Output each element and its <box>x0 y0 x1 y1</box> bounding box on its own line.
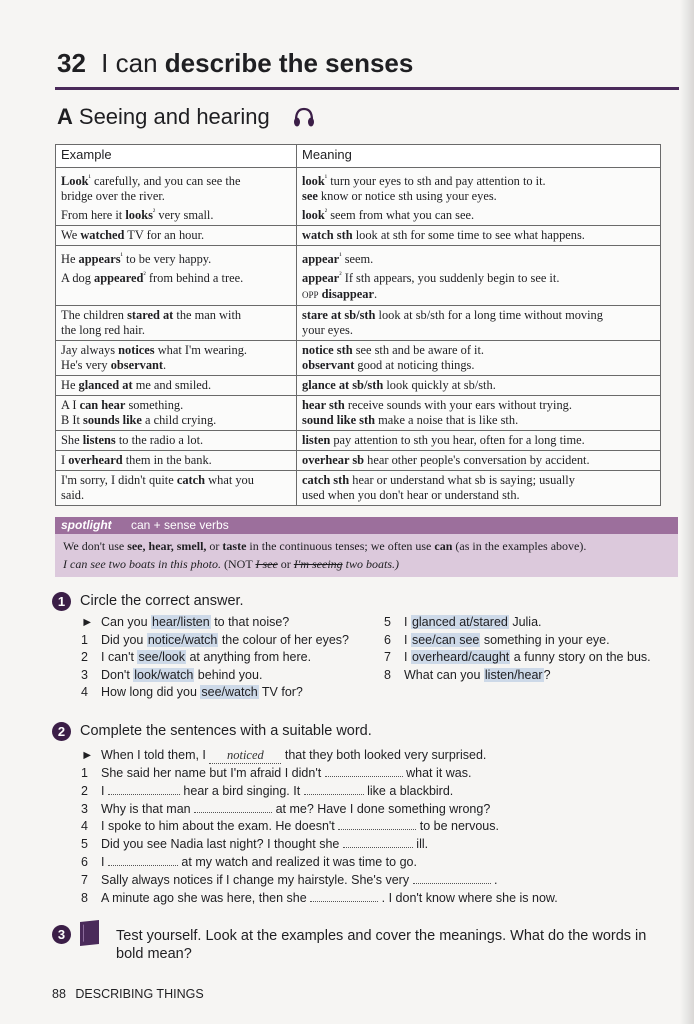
title-divider <box>55 87 679 90</box>
item-number: 4 <box>81 685 88 700</box>
item-text: at my watch and realized it was time to go. <box>177 855 417 869</box>
item-number: ► <box>81 748 94 762</box>
item-text: hear a bird singing. It <box>179 783 304 798</box>
exercise-2-item <box>81 819 499 833</box>
spotlight-example-correct: I can see two boats in this photo. <box>63 557 221 571</box>
answer-blank[interactable] <box>343 837 413 848</box>
spotlight-header <box>55 517 678 534</box>
item-text: the colour of her eyes? <box>218 632 349 647</box>
item-text: I <box>404 632 411 647</box>
exercise-1-item <box>384 650 651 664</box>
table-row <box>56 246 661 305</box>
meaning-cell <box>297 168 661 226</box>
exercise-1-item <box>81 633 349 647</box>
item-text: How long did you <box>101 685 201 700</box>
answer-blank[interactable] <box>304 784 364 795</box>
item-number: 3 <box>81 801 88 816</box>
exercise-3-instruction: Test yourself. Look at the examples and cover the meanings. What do the words in bold mean? <box>116 928 647 962</box>
example-line: Jay always notices what I'm wearing. <box>61 342 247 357</box>
example-cell <box>56 375 297 395</box>
item-text: like a blackbird. <box>363 783 454 798</box>
example-cell <box>56 340 297 375</box>
item-text: to that noise? <box>210 615 290 629</box>
answer-options[interactable]: overheard/caught <box>411 650 510 665</box>
example-line: bridge over the river. <box>61 189 165 204</box>
exercise-3-number: 3 <box>52 925 71 944</box>
exercise-1-item <box>81 668 262 682</box>
example-cell <box>56 395 297 430</box>
example-line: A dog appeared$^{^2}$ from behind a tree. <box>61 270 244 286</box>
item-text: Sally always notices if I change my hairstyle. She's very <box>101 872 413 887</box>
item-text: When I told them, I <box>101 748 210 762</box>
item-text: a funny story on the bus. <box>510 650 651 665</box>
book-icon <box>80 920 99 946</box>
answer-options[interactable]: see/watch <box>201 685 258 700</box>
table-row <box>56 450 661 470</box>
answer-blank[interactable] <box>194 802 272 813</box>
item-number: 8 <box>81 890 88 905</box>
example-line: Look$^{^1}$ carefully, and you can see the <box>61 173 241 189</box>
column-header-example: Example <box>56 145 297 168</box>
spotlight-box <box>55 517 678 577</box>
example-cell <box>56 168 297 226</box>
vocabulary-table <box>55 144 661 506</box>
example-cell <box>56 430 297 450</box>
example-line: He's very observant. <box>61 357 167 372</box>
item-number: 1 <box>81 632 88 647</box>
meaning-line: catch sth hear or understand what sb is saying; usually <box>302 472 575 487</box>
item-text: I <box>101 783 108 798</box>
table-row <box>56 305 661 340</box>
meaning-line: used when you don't hear or understand sth. <box>302 487 520 502</box>
table-row <box>56 395 661 430</box>
item-text: at me? Have I done something wrong? <box>272 801 491 816</box>
meaning-line: your eyes. <box>302 322 353 337</box>
answer-blank[interactable] <box>108 784 180 795</box>
example-line: She listens to the radio a lot. <box>61 432 204 447</box>
example-cell <box>56 246 297 305</box>
exercise-2-instruction: Complete the sentences with a suitable word. <box>80 723 372 739</box>
example-cell <box>56 226 297 246</box>
item-text: ? <box>543 667 551 682</box>
example-cell <box>56 305 297 340</box>
example-line: The children stared at the man with <box>61 307 242 322</box>
unit-number: 32 <box>57 48 86 78</box>
item-number: 5 <box>81 837 88 852</box>
item-text: Julia. <box>508 615 542 629</box>
example-line: the long red hair. <box>61 322 145 337</box>
item-text: I <box>404 615 411 629</box>
table-row <box>56 226 661 246</box>
exercise-1-instruction: Circle the correct answer. <box>80 593 244 609</box>
column-header-meaning: Meaning <box>297 145 661 168</box>
item-text: ill. <box>412 837 429 852</box>
meaning-cell <box>297 395 661 430</box>
meaning-cell <box>297 305 661 340</box>
table-row <box>56 340 661 375</box>
item-text: what it was. <box>402 766 472 780</box>
exercise-2-example <box>81 748 486 764</box>
item-number: 8 <box>384 667 391 682</box>
spotlight-example <box>63 557 399 572</box>
meaning-cell <box>297 430 661 450</box>
item-text: TV for? <box>258 685 303 700</box>
exercise-2-item <box>81 784 453 798</box>
spotlight-wrong-1: I see <box>255 557 278 571</box>
item-number: 3 <box>81 667 88 682</box>
exercise-2-item <box>81 873 498 887</box>
spotlight-tag: spotlight <box>61 518 112 532</box>
headphones-icon <box>292 106 316 128</box>
meaning-line: notice sth see sth and be aware of it. <box>302 342 485 357</box>
exercise-2-item <box>81 855 417 869</box>
example-line: said. <box>61 487 85 502</box>
answer-options[interactable]: glanced at/stared <box>411 615 508 629</box>
unit-title-bold: describe the senses <box>164 48 414 78</box>
unit-title <box>57 48 413 79</box>
example-line: I'm sorry, I didn't quite catch what you <box>61 472 254 487</box>
answer-options[interactable]: listen/hear <box>484 667 543 682</box>
item-text: at anything from here. <box>186 650 312 665</box>
meaning-line: look$^{^2}$ seem from what you can see. <box>302 207 475 223</box>
table-row <box>56 168 661 226</box>
exercise-1-item <box>384 615 542 629</box>
item-text: . <box>490 872 498 887</box>
item-text: behind you. <box>194 667 263 682</box>
example-cell <box>56 450 297 470</box>
exercise-1-item <box>81 615 289 629</box>
item-text: I spoke to him about the exam. He doesn't <box>101 819 339 834</box>
meaning-cell <box>297 226 661 246</box>
exercise-2-number: 2 <box>52 722 71 741</box>
exercise-1-item <box>81 650 311 664</box>
item-text: Why is that man <box>101 801 195 816</box>
meaning-line: look$^{^1}$ turn your eyes to sth and pay attention to it. <box>302 173 546 189</box>
answer-blank[interactable] <box>413 873 491 884</box>
meaning-line: see know or notice sth using your eyes. <box>302 189 497 204</box>
page-edge-shadow <box>680 0 694 1024</box>
meaning-cell <box>297 375 661 395</box>
item-text: A minute ago she was here, then she <box>101 890 311 905</box>
meaning-line: glance at sb/sth look quickly at sb/sth. <box>302 377 496 392</box>
spotlight-title: can + sense verbs <box>131 518 229 532</box>
answer-blank[interactable] <box>310 891 378 902</box>
exercise-1-item <box>384 668 551 682</box>
spotlight-text: We don't use see, hear, smell, or taste in the continuous tenses; we often use can (as in the examples above). <box>63 539 587 553</box>
answer-options[interactable]: see/can see <box>411 632 480 647</box>
exercise-2-item <box>81 837 428 851</box>
meaning-line: hear sth receive sounds with your ears without trying. <box>302 397 572 412</box>
item-number: 6 <box>384 632 391 647</box>
page-footer <box>52 987 204 1001</box>
item-text: Can you <box>101 615 152 629</box>
example-line: He appears$^{^1}$ to be very happy. <box>61 251 212 267</box>
meaning-line: overhear sb hear other people's conversation by accident. <box>302 452 590 467</box>
example-line: He glanced at me and smiled. <box>61 377 212 392</box>
table-row <box>56 375 661 395</box>
meaning-line: OPP disappear. <box>302 286 378 301</box>
meaning-cell <box>297 450 661 470</box>
answer-options[interactable]: notice/watch <box>147 632 218 647</box>
item-text: that they both looked very surprised. <box>281 748 487 762</box>
item-number: 2 <box>81 783 88 798</box>
item-text: . I don't know where she is now. <box>378 890 558 905</box>
meaning-line: listen pay attention to sth you hear, often for a long time. <box>302 432 585 447</box>
answer-blank[interactable] <box>325 766 403 777</box>
answer-blank[interactable] <box>338 819 416 830</box>
item-text: What can you <box>404 667 484 682</box>
item-number: 7 <box>81 872 88 887</box>
example-line: From here it looks$^{^2}$ very small. <box>61 207 214 223</box>
item-text: something in your eye. <box>480 632 610 647</box>
exercise-2-item <box>81 766 471 780</box>
exercise-1-item <box>81 685 303 699</box>
meaning-line: watch sth look at sth for some time to see what happens. <box>302 228 585 243</box>
item-text: She said her name but I'm afraid I didn't <box>101 766 325 780</box>
meaning-line: appear$^{^1}$ seem. <box>302 251 374 267</box>
exercise-2-item <box>81 891 558 905</box>
item-number: 1 <box>81 766 88 780</box>
item-number: 5 <box>384 615 391 629</box>
item-text: I can't <box>101 650 138 665</box>
item-text: Did you see Nadia last night? I thought she <box>101 837 343 852</box>
section-heading <box>57 104 270 130</box>
example-cell <box>56 470 297 505</box>
item-number: ► <box>81 615 94 629</box>
page-number: 88 <box>52 987 66 1001</box>
spotlight-example-end: two boats.) <box>342 557 400 571</box>
meaning-cell <box>297 470 661 505</box>
meaning-line: observant good at noticing things. <box>302 357 475 372</box>
example-line: A I can hear something. <box>61 397 184 412</box>
item-number: 2 <box>81 650 88 665</box>
section-letter: A <box>57 104 73 129</box>
table-row <box>56 470 661 505</box>
item-text: Did you <box>101 632 147 647</box>
meaning-cell <box>297 340 661 375</box>
section-title: Seeing and hearing <box>78 104 270 129</box>
item-number: 6 <box>81 855 88 869</box>
item-text: I <box>101 855 108 869</box>
meaning-line: sound like sth make a noise that is like sth. <box>302 412 519 427</box>
answer-blank[interactable] <box>108 855 178 866</box>
table-body <box>56 168 661 506</box>
example-line: We watched TV for an hour. <box>61 228 205 243</box>
item-number: 4 <box>81 819 88 834</box>
meaning-line: stare at sb/sth look at sb/sth for a long time without moving <box>302 307 603 322</box>
spotlight-not-label: (NOT <box>221 557 256 571</box>
table-header-row <box>56 145 661 168</box>
spotlight-wrong-2: I'm seeing <box>293 557 343 571</box>
footer-section: DESCRIBING THINGS <box>75 987 204 1001</box>
exercise-1-item <box>384 633 610 647</box>
meaning-line: appear$^{^2}$ If sth appears, you suddenly begin to see it. <box>302 270 560 286</box>
item-text: Don't <box>101 667 134 682</box>
table-row <box>56 430 661 450</box>
item-number: 7 <box>384 650 391 665</box>
item-text: I <box>404 650 411 665</box>
exercise-1-number: 1 <box>52 592 71 611</box>
meaning-cell <box>297 246 661 305</box>
answer-options[interactable]: see/look <box>138 650 185 665</box>
item-text: to be nervous. <box>416 819 499 834</box>
example-answer: noticed <box>209 748 281 764</box>
answer-options[interactable]: look/watch <box>134 667 194 682</box>
exercise-2-item <box>81 802 490 816</box>
unit-title-plain: I can <box>101 48 158 78</box>
example-line: I overheard them in the bank. <box>61 452 212 467</box>
example-line: B It sounds like a child crying. <box>61 412 217 427</box>
answer-options[interactable]: hear/listen <box>152 615 210 629</box>
spotlight-or: or <box>277 557 294 571</box>
